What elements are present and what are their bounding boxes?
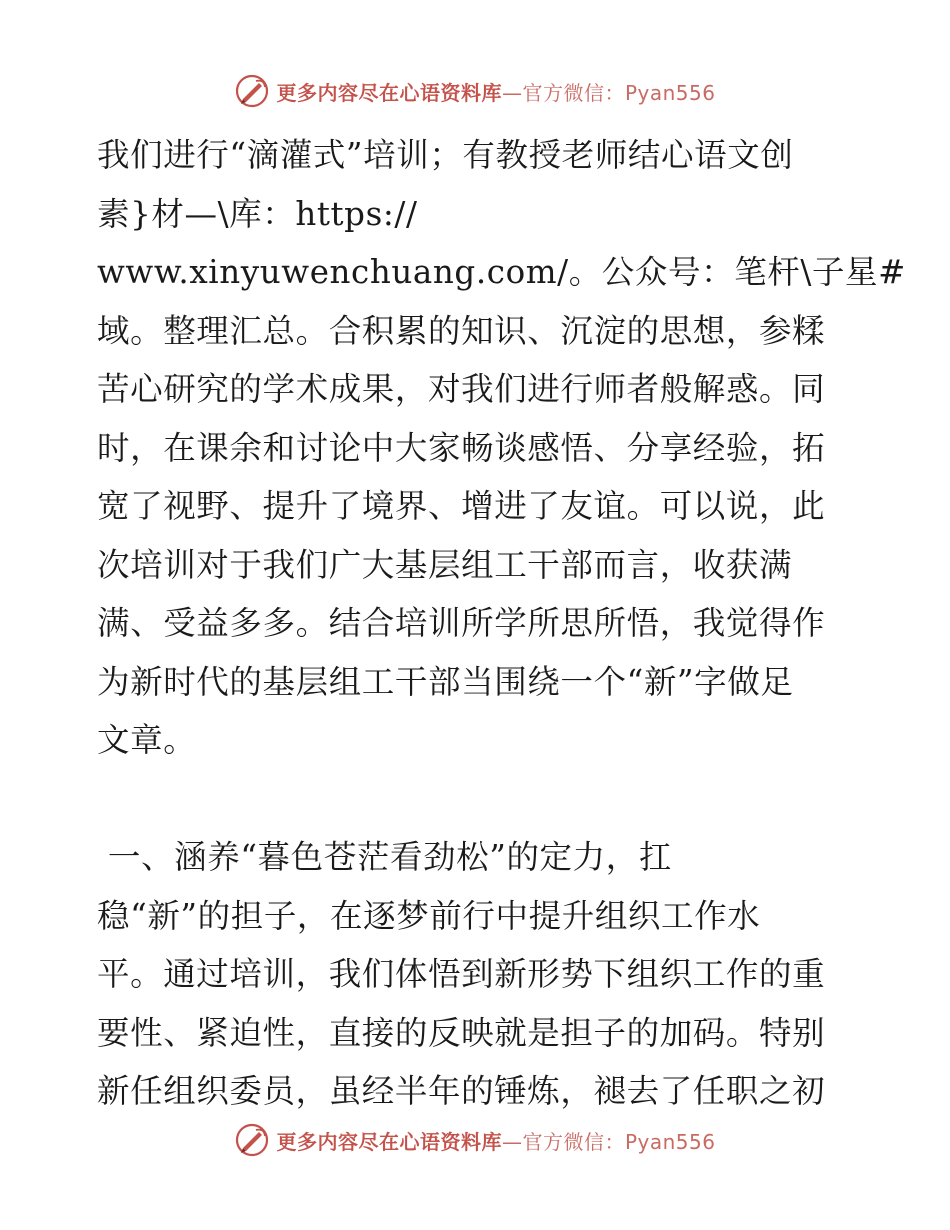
text-line: 苦心研究的学术成果，对我们进行师者般解惑。同 xyxy=(97,370,826,408)
header-banner-text xyxy=(276,77,715,106)
pen-logo-icon xyxy=(234,73,270,109)
text-line: 文章。 xyxy=(97,721,197,759)
text-line: 宽了视野、提升了境界、增进了友谊。可以说，此 xyxy=(97,487,826,525)
text-line: 一、涵养“暮色苍茫看劲松”的定力，扛 xyxy=(97,838,672,876)
pen-logo-icon xyxy=(234,1122,270,1158)
text-line: 稳“新”的担子，在逐梦前行中提升组织工作水 xyxy=(97,896,761,935)
text-line: 为新时代的基层组工干部当围绕一个“新”字做足 xyxy=(97,662,794,701)
page-header-watermark xyxy=(0,71,950,111)
text-line: 要性、紧迫性，直接的反映就是担子的加码。特别 xyxy=(97,1013,826,1052)
text-line: 素}材—\库：https:// xyxy=(97,194,418,233)
footer-brand: 更多内容尽在心语资料库 xyxy=(276,1129,502,1154)
text-line: www.xinyuwenchuang.com/。公众号：笔杆\子星# xyxy=(97,253,906,291)
blank-line xyxy=(97,770,857,829)
text-line: 次培训对于我们广大基层组工干部而言，收获满 xyxy=(97,545,793,584)
header-brand: 更多内容尽在心语资料库 xyxy=(276,80,502,105)
text-line: 我们进行“滴灌式”培训；有教授老师结心语文创 xyxy=(97,136,794,174)
document-body xyxy=(97,126,906,1121)
text-line: 新任组织委员，虽经半年的锤炼，褪去了任职之初 xyxy=(97,1072,826,1110)
text-line: 域。整理汇总。合积累的知识、沉淀的思想，参糅 xyxy=(97,311,826,350)
text-line: 平。通过培训，我们体悟到新形势下组织工作的重 xyxy=(97,955,826,993)
footer-banner-text xyxy=(276,1126,715,1155)
header-separator: — xyxy=(501,80,523,105)
text-line: 时，在课余和讨论中大家畅谈感悟、分享经验，拓 xyxy=(97,428,826,467)
header-contact: 官方微信：Pyan556 xyxy=(522,80,716,105)
footer-separator: — xyxy=(501,1129,523,1154)
text-line: 满、受益多多。结合培训所学所思所悟，我觉得作 xyxy=(97,604,826,642)
page-footer-watermark xyxy=(0,1120,950,1160)
footer-contact: 官方微信：Pyan556 xyxy=(522,1129,716,1154)
